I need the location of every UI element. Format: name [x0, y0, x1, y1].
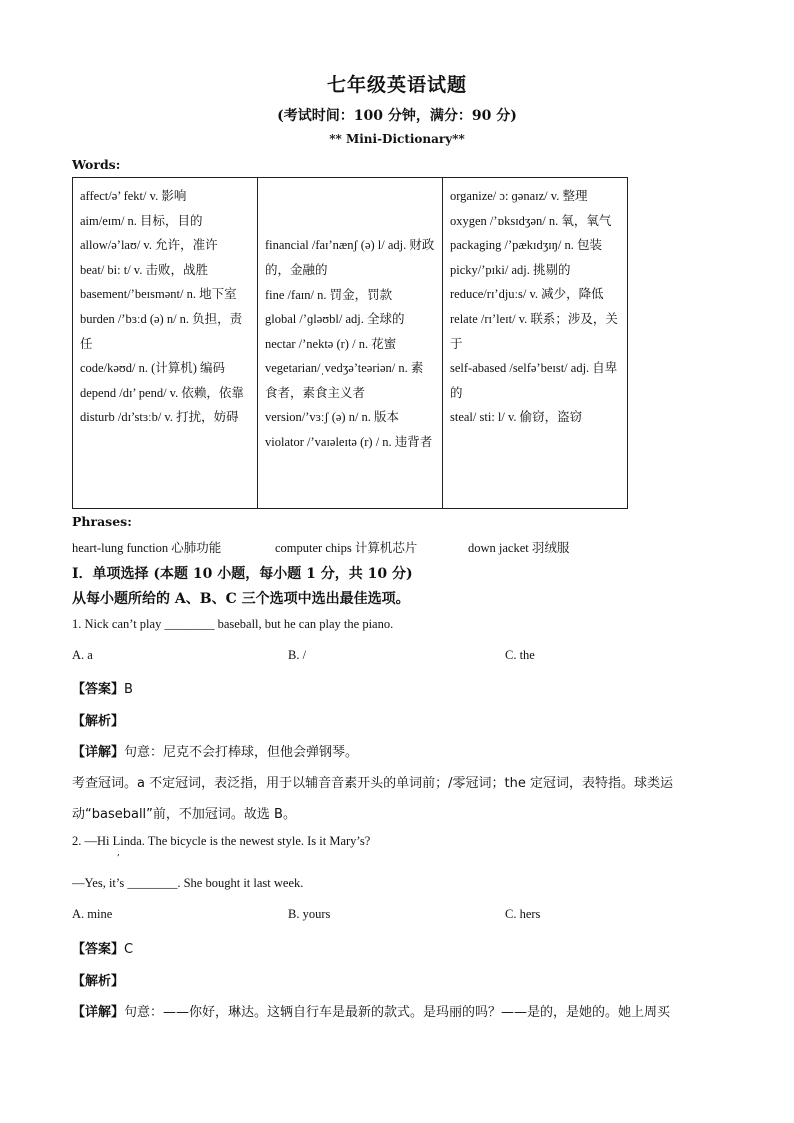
option-b: B. yours [288, 907, 331, 921]
dictionary-entry: aim/eɪm/ n. 目标，目的 [80, 213, 203, 228]
option-c: C. the [505, 648, 535, 662]
page-title: 七年级英语试题 [326, 74, 467, 96]
option-c: C. hers [505, 907, 541, 921]
phrase-item: heart-lung function 心肺功能 [72, 541, 222, 555]
dictionary-entry: basement/’beɪsmənt/ n. 地下室 [80, 287, 237, 302]
dictionary-entry: burden /’bɜːd (ə) n/ n. 负担，责任 [80, 311, 243, 351]
question-stem: 1. Nick can’t play ________ baseball, but he can play the piano. [72, 617, 394, 631]
analysis-label: 【解析】 [72, 974, 125, 989]
detail-line [72, 1001, 670, 1020]
detail-tag: 【详解】 [72, 745, 125, 760]
dictionary-entry: packaging /’pækɪdʒɪŋ/ n. 包装 [450, 238, 602, 253]
answer-tag: 【答案】 [72, 682, 125, 697]
dictionary-entry: depend /dɪ’ pend/ v. 依赖，依靠 [80, 385, 244, 400]
option-b: B. / [288, 648, 307, 662]
mini-dictionary-heading: ** Mini-Dictionary** [329, 132, 465, 146]
detail-line: 动“baseball”前，不加冠词。故选 B。 [72, 807, 296, 822]
dictionary-entry: disturb /dɪ’stɜːb/ v. 打扰，妨碍 [80, 410, 239, 425]
option-a: A. a [72, 648, 93, 662]
analysis-label: 【解析】 [72, 714, 125, 729]
detail-text: 句意：——你好，琳达。这辆自行车是最新的款式。是玛丽的吗？——是的，是她的。她上周买 [124, 1005, 671, 1020]
dictionary-entry: vegetarian/ˌvedʒə’teəriən/ n. 素食者，素食主义者 [265, 361, 424, 400]
detail-text: 句意：尼克不会打棒球，但他会弹钢琴。 [124, 745, 359, 760]
answer-value: B [124, 682, 133, 697]
dictionary-entry: financial /faɪ’nænʃ (ə) l/ adj. 财政的，金融的 [265, 238, 435, 277]
dictionary-entry: reduce/rɪ’djuːs/ v. 减少，降低 [450, 287, 604, 302]
answer-line [72, 678, 133, 697]
dictionary-column-2 [258, 178, 443, 509]
answer-line [72, 938, 133, 957]
analysis-tag [72, 970, 124, 989]
dictionary-entry: oxygen /’ɒksɪdʒən/ n. 氧，氧气 [450, 213, 612, 228]
detail-tag: 【详解】 [72, 1005, 125, 1020]
detail-line: 考查冠词。a 不定冠词，表泛指，用于以辅音音素开头的单词前；/零冠词；the 定冠词，表特指。球类运 [72, 776, 673, 791]
detail-line [72, 741, 358, 760]
dictionary-entry: code/kəʊd/ n. (计算机) 编码 [80, 361, 226, 376]
exam-info: (考试时间：100 分钟，满分：90 分) [277, 108, 517, 124]
dictionary-table [72, 177, 628, 509]
dictionary-entry: affect/ə’ fekt/ v. 影响 [80, 189, 187, 203]
question-stem: 2. —Hi Linda. The bicycle is the newest style. Is it Mary’s? [72, 834, 371, 848]
dictionary-entry: relate /rɪ’leɪt/ v. 联系；涉及，关于 [450, 311, 618, 351]
dictionary-entry: organize/ ɔ: ɡənaɪz/ v. 整理 [450, 189, 588, 203]
dictionary-entry: self-abased /selfə’beɪst/ adj. 自卑的 [450, 361, 618, 400]
dictionary-entry: nectar /’nektə (r) / n. 花蜜 [265, 336, 397, 351]
dictionary-entry: global /’ɡləʊbl/ adj. 全球的 [265, 312, 405, 327]
stray-mark: , [117, 848, 120, 858]
dictionary-entry: steal/ sti: l/ v. 偷窃，盗窃 [450, 410, 583, 425]
dictionary-entry: beat/ bi: t/ v. 击败，战胜 [80, 262, 208, 277]
question-stem-line-2: —Yes, it’s ________. She bought it last week. [72, 876, 304, 890]
words-label: Words: [72, 157, 121, 172]
dictionary-entry: violator /’vaɪəleɪtə (r) / n. 违背者 [265, 435, 433, 450]
answer-value: C [124, 942, 134, 957]
dictionary-entry: version/’vɜːʃ (ə) n/ n. 版本 [265, 410, 400, 425]
phrases-label: Phrases: [72, 514, 132, 529]
dictionary-column-3 [443, 178, 628, 509]
analysis-tag [72, 710, 124, 729]
section-heading: Ⅰ．单项选择 (本题 10 小题，每小题 1 分，共 10 分) [72, 566, 413, 582]
section-instruction: 从每小题所给的 A、B、C 三个选项中选出最佳选项。 [72, 591, 410, 607]
phrase-item: computer chips 计算机芯片 [275, 541, 418, 555]
dictionary-entry: picky/’pɪki/ adj. 挑剔的 [450, 262, 571, 277]
phrase-item: down jacket 羽绒服 [468, 541, 570, 555]
dictionary-column-1 [73, 178, 258, 509]
dictionary-entry: fine /faɪn/ n. 罚金，罚款 [265, 287, 393, 302]
answer-tag: 【答案】 [72, 942, 125, 957]
option-a: A. mine [72, 907, 113, 921]
dictionary-entry: allow/ə’laʊ/ v. 允许，准许 [80, 238, 218, 253]
